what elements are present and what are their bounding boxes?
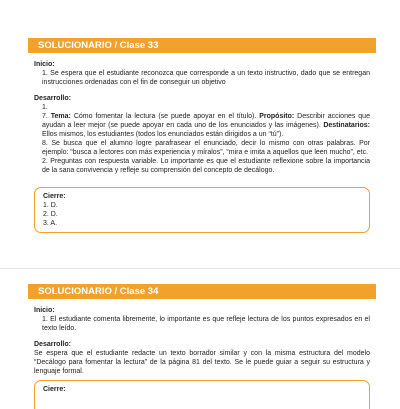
proposito-label: Propósito:	[259, 113, 295, 120]
cierre-box	[34, 187, 370, 233]
inicio-label: Inicio:	[34, 307, 55, 314]
section-clase-34	[28, 284, 376, 409]
desarrollo-item-7	[34, 112, 370, 139]
desarrollo-label: Desarrollo:	[34, 341, 71, 348]
desarrollo-item-2: 2. Preguntas con respuesta variable. Lo importante es que el estudiante reflexione sobre la importancia de la sana convivencia y refleje su comprensión del concepto de decálogo.	[42, 158, 370, 174]
desarrollo-item-1: 1.	[42, 104, 48, 111]
destinatarios-text: Ellos mismos, los estudiantes (todos los enunciados están dirigidos a un “tú”).	[42, 131, 284, 138]
cierre-label: Cierre:	[43, 193, 66, 200]
cierre-item: 3. A.	[43, 220, 58, 227]
desarrollo-item-8: 8. Se busca que el alumno logre parafrasear el enunciado, decir lo mismo con otras palabras. Por ejemplo: “busca a lectores con más experiencia y míralos”, “mira e imita a aquellos que leen mucho”, etc.	[42, 140, 370, 156]
item-number: 7.	[42, 113, 48, 120]
proposito-text: Describir acciones que ayudan a leer mejor (se puede apoyar en cada uno de los enunciados y las imágenes).	[42, 113, 370, 129]
section-clase-33	[28, 38, 376, 233]
inicio-item: 1. El estudiante comenta libremente, lo importante es que refleje lectura de los puntos expresados en el texto leído.	[42, 316, 370, 332]
destinatarios-label: Destinatarios:	[323, 122, 370, 129]
section-title: SOLUCIONARIO / Clase 34	[28, 284, 376, 299]
cierre-item: 1. D.	[43, 202, 58, 209]
page-divider	[0, 268, 400, 269]
cierre-label: Cierre:	[43, 386, 66, 393]
section-title: SOLUCIONARIO / Clase 33	[28, 38, 376, 53]
tema-text: Cómo fomentar la lectura (se puede apoyar en el título).	[73, 113, 257, 120]
cierre-box	[34, 380, 370, 409]
desarrollo-label: Desarrollo:	[34, 95, 71, 102]
tema-label: Tema:	[50, 113, 71, 120]
inicio-item: 1. Se espera que el estudiante reconozca que corresponde a un texto instructivo, dado que se entregan instrucciones ordenadas con el fin de conseguir un objetivo	[42, 70, 370, 86]
inicio-label: Inicio:	[34, 61, 55, 68]
desarrollo-text: Se espera que el estudiante redacte un texto borrador similar y con la misma estructura del modelo “Decálogo para fomentar la lectura” de la página 81 del texto. Se le puede guiar a seguir su estructura y lenguaje formal.	[34, 350, 370, 375]
cierre-item: 2. D.	[43, 211, 58, 218]
